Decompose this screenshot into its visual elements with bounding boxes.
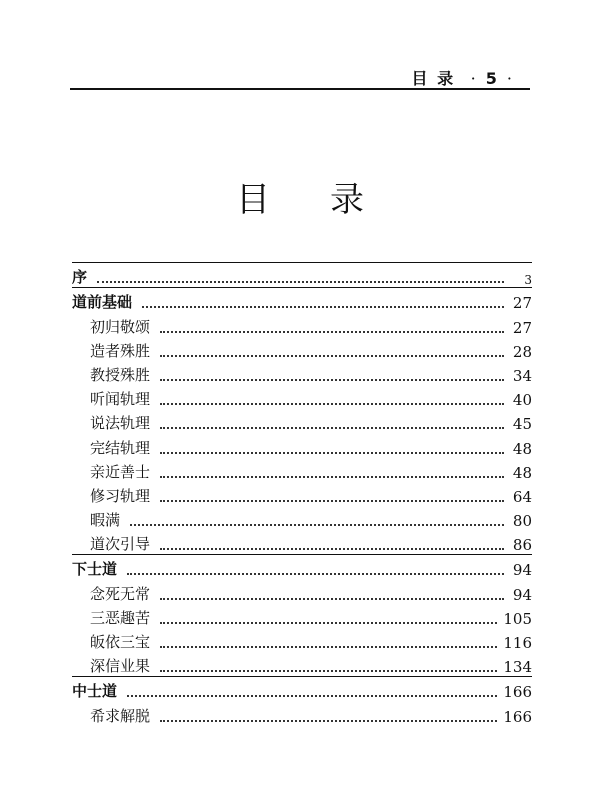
toc-entry-page-number: 94 xyxy=(512,585,532,604)
table-of-contents xyxy=(72,262,532,726)
toc-entry-page-number: 48 xyxy=(512,439,532,458)
toc-entry xyxy=(72,433,532,457)
toc-entry-page-number: 28 xyxy=(512,342,532,361)
toc-entry xyxy=(72,701,532,725)
toc-leader-dots xyxy=(130,523,504,526)
toc-entry xyxy=(72,385,532,409)
page-title: 目录 xyxy=(236,180,424,220)
toc-entry xyxy=(72,604,532,628)
toc-leader-dots xyxy=(160,426,504,429)
toc-entry xyxy=(72,312,532,336)
toc-entry-page-number: 3 xyxy=(524,273,532,288)
toc-entry-label: 皈依三宝 xyxy=(90,633,151,651)
toc-entry-label: 亲近善士 xyxy=(90,462,151,481)
toc-leader-dots xyxy=(160,354,504,357)
toc-entry-page-number: 27 xyxy=(512,318,532,337)
toc-leader-dots xyxy=(160,402,504,405)
toc-leader-dots xyxy=(160,499,504,502)
toc-entry-page-number: 64 xyxy=(512,487,532,506)
toc-entry xyxy=(72,677,532,701)
toc-entry-page-number: 105 xyxy=(503,609,532,628)
toc-entry-page-number: 48 xyxy=(512,463,532,482)
toc-entry-label: 希求解脱 xyxy=(90,706,151,725)
toc-entry-label: 说法轨理 xyxy=(90,414,151,433)
toc-entry-page-number: 134 xyxy=(503,658,532,677)
toc-leader-dots xyxy=(127,694,497,697)
toc-entry-page-number: 34 xyxy=(512,366,532,385)
toc-entry-label: 听闻轨理 xyxy=(90,390,151,409)
toc-entry-page-number: 94 xyxy=(512,561,532,580)
toc-leader-dots xyxy=(160,378,504,381)
toc-entry-label: 中士道 xyxy=(72,682,118,701)
toc-entry-label: 完结轨理 xyxy=(90,438,151,457)
toc-entry xyxy=(72,337,532,361)
toc-entry-label: 道次引导 xyxy=(90,535,151,554)
toc-leader-dots xyxy=(160,719,497,722)
toc-entry-page-number: 116 xyxy=(503,634,532,652)
toc-entry xyxy=(72,288,532,312)
running-header-page-number: 5 xyxy=(485,69,499,88)
toc-entry-page-number: 45 xyxy=(512,415,532,434)
toc-entry-page-number: 27 xyxy=(512,294,532,313)
running-header-title: 目 录 xyxy=(411,69,456,88)
toc-entry-page-number: 166 xyxy=(503,683,532,702)
toc-entry-label: 暇满 xyxy=(90,511,121,530)
toc-entry xyxy=(72,263,532,287)
toc-leader-dots xyxy=(97,280,504,283)
toc-leader-dots xyxy=(160,621,497,624)
toc-entry-label: 初归敬颂 xyxy=(90,317,151,336)
toc-entry xyxy=(72,555,532,579)
toc-entry-label: 教授殊胜 xyxy=(90,365,151,384)
toc-entry xyxy=(72,482,532,506)
toc-entry xyxy=(72,652,532,676)
running-header-end-mark: · xyxy=(506,69,514,88)
toc-entry-label: 道前基础 xyxy=(72,293,133,312)
toc-entry-label: 念死无常 xyxy=(90,584,151,603)
running-header-text xyxy=(412,66,522,89)
toc-entry-label: 下士道 xyxy=(72,560,118,579)
toc-entry-label: 深信业果 xyxy=(90,657,151,676)
toc-entry xyxy=(72,628,532,652)
toc-entry xyxy=(72,579,532,603)
toc-entry xyxy=(72,458,532,482)
toc-leader-dots xyxy=(160,645,497,648)
toc-leader-dots xyxy=(160,451,504,454)
toc-entry-page-number: 40 xyxy=(512,391,532,410)
toc-entry-page-number: 166 xyxy=(503,707,532,726)
running-header-separator: · xyxy=(470,69,478,88)
toc-entry xyxy=(72,530,532,554)
toc-leader-dots xyxy=(160,669,497,672)
toc-leader-dots xyxy=(127,572,504,575)
toc-entry-page-number: 80 xyxy=(512,512,532,531)
toc-leader-dots xyxy=(142,305,504,308)
running-header xyxy=(70,62,530,90)
toc-leader-dots xyxy=(160,330,504,333)
toc-leader-dots xyxy=(160,547,504,550)
toc-entry xyxy=(72,506,532,530)
toc-entry xyxy=(72,361,532,385)
toc-leader-dots xyxy=(160,475,504,478)
toc-entry-page-number: 86 xyxy=(512,536,532,555)
toc-entry-label: 修习轨理 xyxy=(90,486,151,505)
toc-entry-label: 造者殊胜 xyxy=(90,341,151,360)
toc-entry xyxy=(72,409,532,433)
toc-leader-dots xyxy=(160,597,504,600)
toc-entry-label: 序 xyxy=(72,268,88,287)
toc-entry-label: 三恶趣苦 xyxy=(90,608,151,627)
